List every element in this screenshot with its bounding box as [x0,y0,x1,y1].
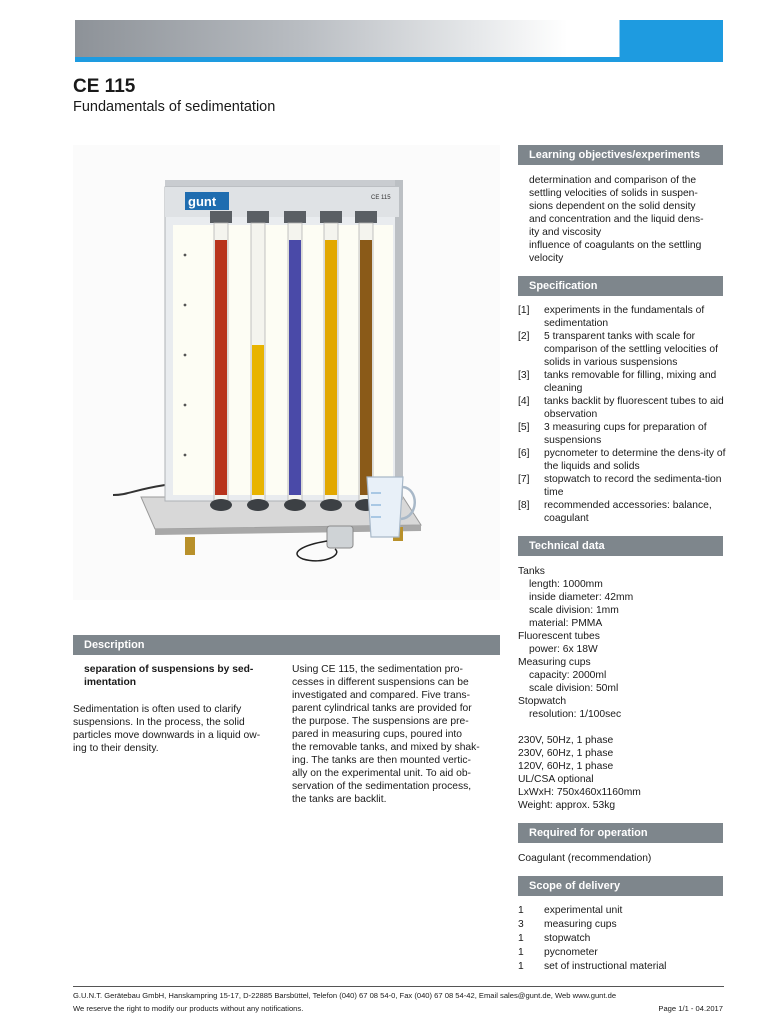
scope-item-quantity: 3 [518,919,524,930]
specification-item-text: 3 measuring cups for preparation of suspensions [544,422,707,446]
description-right-column [292,663,502,806]
tank-base [284,499,306,511]
tank-suspension [360,240,372,495]
technical-data-line: capacity: 2000ml [529,670,607,681]
technical-data-line: inside diameter: 42mm [529,592,634,603]
specification-item [518,395,730,421]
description-line: cesses in different suspensions can be [292,677,469,688]
description-line: particles move downwards in a liquid ow- [73,730,261,741]
header-accent-line [75,57,723,62]
model-label: CE 115 [371,195,391,201]
description-line: suspensions. In the process, the solid [73,717,245,728]
required-heading: Required for operation [518,823,723,843]
specification-item [518,473,730,499]
scope-item-quantity: 1 [518,961,524,972]
sedimentation-unit-illustration [73,145,500,600]
specification-item-number: [1] [518,305,530,316]
brand-logo: gunt [188,194,217,209]
learning-objective-line: velocity [529,253,564,264]
specification-item [518,330,730,369]
technical-data-line: LxWxH: 750x460x1160mm [518,787,641,798]
tank-suspension [215,240,227,495]
description-line: Sedimentation is often used to clarify [73,704,242,715]
description-line: servation of the sedimentation process, [292,781,472,792]
learning-objectives-heading: Learning objectives/experiments [518,145,723,165]
scope-item-text: experimental unit [544,905,623,916]
description-line: ing. The tanks are then mounted vertic- [292,755,471,766]
technical-data-line: power: 6x 18W [529,644,598,655]
footer-page: Page 1/1 - 04.2017 [658,1004,723,1013]
specification-item [518,369,730,395]
scope-item [518,904,728,918]
scope-item [518,932,728,946]
description-line: the purpose. The suspensions are pre- [292,716,469,727]
learning-objective-line: and concentration and the liquid dens- [529,214,704,225]
specification-item-text: stopwatch to record the sedimenta-tion time [544,474,722,498]
learning-objective-line: determination and comparison of the [529,175,697,186]
learning-objective-line: settling velocities of solids in suspen- [529,188,698,199]
tank-cap [355,211,377,223]
tank-cap [210,211,232,223]
specification-item [518,447,730,473]
product-photo [73,145,500,600]
scope-item-text: set of instructional material [544,961,667,972]
specification-item-number: [7] [518,474,530,485]
technical-data-line: Measuring cups [518,657,591,668]
learning-objective-line: influence of coagulants on the settling [529,240,702,251]
technical-data-line: 230V, 60Hz, 1 phase [518,748,614,759]
scope-list [518,904,728,974]
technical-data-line: resolution: 1/100sec [529,709,622,720]
description-lead [84,663,280,689]
description-left-column [73,703,283,755]
tank-base [210,499,232,511]
tank-suspension [325,240,337,495]
technical-data-line: length: 1000mm [529,579,603,590]
scope-item [518,960,728,974]
measuring-cup [367,477,403,537]
specification-item-text: recommended accessories: balance, coagulant [544,500,712,524]
technical-data-heading: Technical data [518,536,723,556]
technical-data-line: material: PMMA [529,618,603,629]
technical-data-line: scale division: 1mm [529,605,619,616]
tank-cap [320,211,342,223]
description-line: Using CE 115, the sedimentation pro- [292,664,463,675]
description-heading: Description [73,635,500,655]
description-line: the removable tanks, and mixed by shak- [292,742,480,753]
technical-data-line: 230V, 50Hz, 1 phase [518,735,614,746]
technical-data-line: UL/CSA optional [518,774,594,785]
scope-item [518,946,728,960]
specification-item [518,421,730,447]
specification-item-number: [5] [518,422,530,433]
technical-data-line: Stopwatch [518,696,567,707]
tank-cap [247,211,269,223]
tank-cap [284,211,306,223]
footer-notice: We reserve the right to modify our products without any notifications. [73,1004,304,1013]
description-lead-line: separation of suspensions by sed- [84,664,254,675]
footer-rule [73,986,724,987]
tank-suspension [252,345,264,495]
specification-item-text: experiments in the fundamentals of sedimentation [544,305,705,329]
required-text: Coagulant (recommendation) [518,853,652,864]
tank-suspension [289,240,301,495]
description-line: parent cylindrical tanks are provided for [292,703,472,714]
technical-data-list [518,565,728,812]
description-line: investigated and compared. Five trans- [292,690,470,701]
specification-item-text: pycnometer to determine the dens-ity of the liquids and solids [544,448,726,472]
product-subtitle: Fundamentals of sedimentation [73,99,276,115]
specification-item [518,499,730,525]
tank-base [320,499,342,511]
scope-item-text: pycnometer [544,947,598,958]
specification-heading: Specification [518,276,723,296]
specification-item-number: [8] [518,500,530,511]
scope-item-quantity: 1 [518,947,524,958]
learning-objective-line: sions dependent on the solid density [529,201,696,212]
technical-data-line: 120V, 60Hz, 1 phase [518,761,614,772]
scope-item-quantity: 1 [518,933,524,944]
scope-heading: Scope of delivery [518,876,723,896]
product-title: CE 115 [73,76,136,97]
footer-address: G.U.N.T. Gerätebau GmbH, Hanskampring 15-17, D-22885 Barsbüttel, Telefon (040) 67 08 54-0, Fax (040) 67 08 54-42, Email sales@gunt.de, Web www.gunt.de [73,991,617,1000]
header-banner [75,20,723,62]
scope-item-text: measuring cups [544,919,617,930]
tank-base [247,499,269,511]
learning-objective-line: ity and viscosity [529,227,602,238]
description-line: the tanks are backlit. [292,794,387,805]
specification-list [518,304,730,525]
description-line: ing to their density. [73,743,159,754]
learning-objectives-text [529,174,729,265]
technical-data-line: scale division: 50ml [529,683,619,694]
technical-data-line [518,721,728,734]
technical-data-line: Weight: approx. 53kg [518,800,616,811]
description-line: pared in measuring cups, poured into [292,729,463,740]
specification-item-number: [3] [518,370,530,381]
specification-item-text: tanks removable for filling, mixing and cleaning [544,370,717,394]
description-line: ally on the experimental unit. To aid ob- [292,768,471,779]
scope-item [518,918,728,932]
specification-item-text: 5 transparent tanks with scale for comparison of the settling velocities of solids in various suspensions [544,331,718,368]
specification-item-text: tanks backlit by fluorescent tubes to aid observation [544,396,724,420]
scope-item-quantity: 1 [518,905,524,916]
technical-data-line: Fluorescent tubes [518,631,600,642]
specification-item-number: [2] [518,331,530,342]
scope-item-text: stopwatch [544,933,591,944]
technical-data-line: Tanks [518,566,545,577]
specification-item-number: [4] [518,396,530,407]
stopwatch-device [327,526,353,548]
description-lead-line: imentation [84,677,137,688]
specification-item-number: [6] [518,448,530,459]
specification-item [518,304,730,330]
